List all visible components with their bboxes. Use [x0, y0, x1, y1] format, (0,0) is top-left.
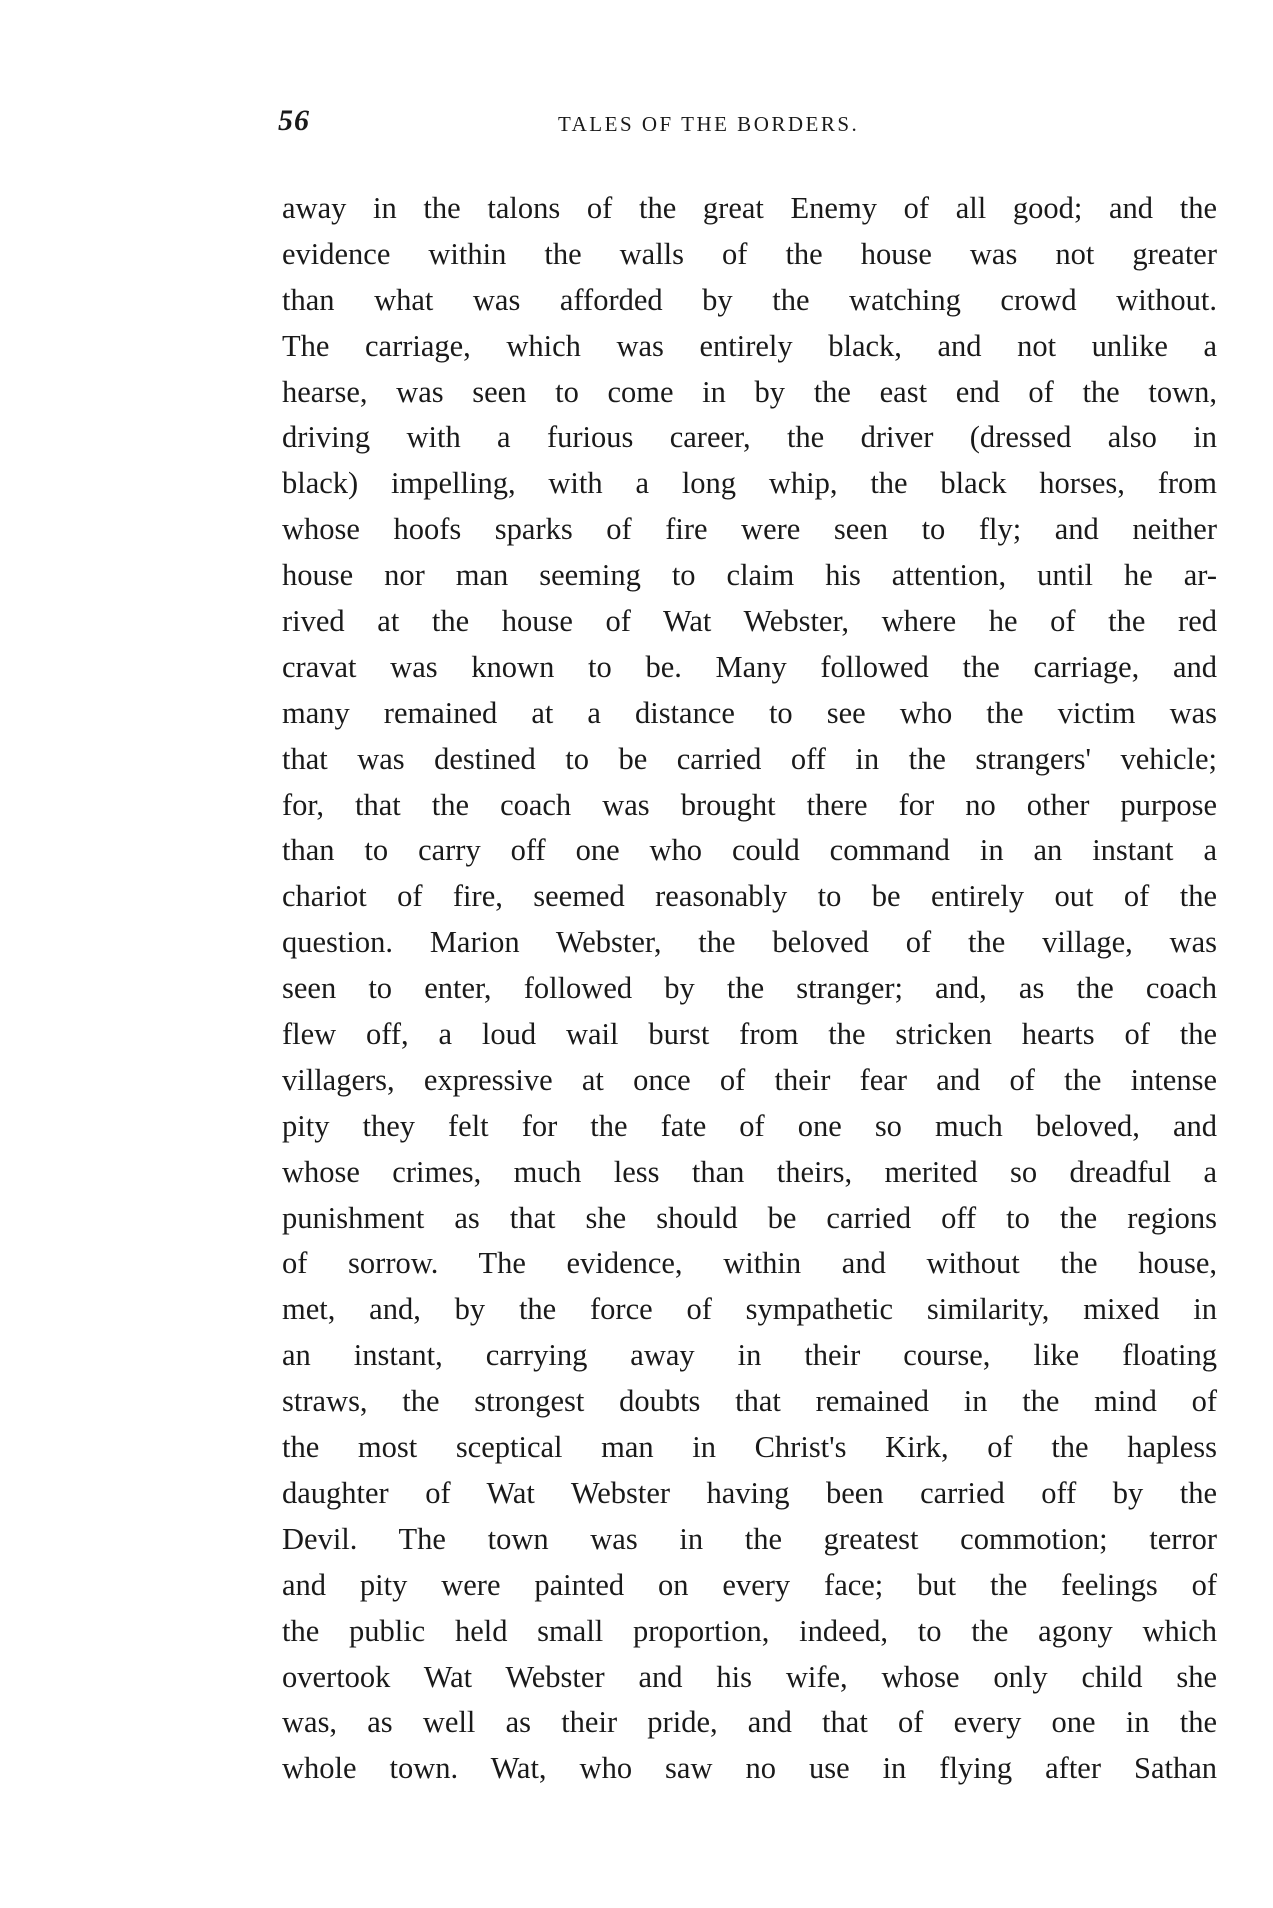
text-line: and pity were painted on every face; but the feelings of — [282, 1567, 1217, 1602]
text-line: evidence within the walls of the house was not greater — [282, 236, 1217, 271]
text-line: was, as well as their pride, and that of every one in the — [282, 1705, 1217, 1740]
text-line: the public held small proportion, indeed, to the agony which — [282, 1613, 1217, 1648]
text-line: daughter of Wat Webster having been carried off by the — [282, 1475, 1217, 1510]
text-line: question. Marion Webster, the beloved of the village, was — [282, 925, 1217, 960]
text-line: pity they felt for the fate of one so much beloved, and — [282, 1108, 1217, 1143]
text-line: many remained at a distance to see who the victim was — [282, 695, 1217, 730]
text-line: whose crimes, much less than theirs, merited so dreadful a — [282, 1154, 1217, 1189]
text-line: than to carry off one who could command in an instant a — [282, 833, 1217, 868]
text-line: house nor man seeming to claim his attention, until he ar- — [282, 558, 1217, 593]
text-line: whose hoofs sparks of fire were seen to fly; and neither — [282, 512, 1217, 547]
running-head — [278, 104, 1218, 144]
text-line: cravat was known to be. Many followed the carriage, and — [282, 649, 1217, 684]
text-line: an instant, carrying away in their course, like floating — [282, 1338, 1217, 1373]
text-line: met, and, by the force of sympathetic similarity, mixed in — [282, 1292, 1217, 1327]
text-line: rived at the house of Wat Webster, where he of the red — [282, 604, 1217, 639]
text-line: that was destined to be carried off in the strangers' vehicle; — [282, 741, 1217, 776]
text-line: villagers, expressive at once of their fear and of the intense — [282, 1062, 1217, 1097]
text-line: hearse, was seen to come in by the east end of the town, — [282, 374, 1217, 409]
running-title: TALES OF THE BORDERS. — [558, 112, 860, 136]
text-line: black) impelling, with a long whip, the black horses, from — [282, 466, 1217, 501]
text-line: for, that the coach was brought there for no other purpose — [282, 787, 1217, 822]
text-line: away in the talons of the great Enemy of all good; and the — [282, 191, 1217, 225]
text-line: flew off, a loud wail burst from the stricken hearts of the — [282, 1017, 1217, 1052]
text-line: seen to enter, followed by the stranger; and, as the coach — [282, 971, 1217, 1006]
text-line: Devil. The town was in the greatest commotion; terror — [282, 1521, 1217, 1556]
body-text — [282, 186, 1217, 1792]
text-line: the most sceptical man in Christ's Kirk, of the hapless — [282, 1430, 1217, 1465]
text-line: driving with a furious career, the driver (dressed also in — [282, 420, 1217, 455]
text-line: straws, the strongest doubts that remained in the mind of — [282, 1384, 1217, 1419]
text-line: than what was afforded by the watching crowd without. — [282, 282, 1217, 317]
text-line: The carriage, which was entirely black, and not unlike a — [282, 328, 1217, 363]
text-line: chariot of fire, seemed reasonably to be entirely out of the — [282, 879, 1217, 914]
page-number: 56 — [278, 104, 310, 137]
text-line: whole town. Wat, who saw no use in flying after Sathan — [282, 1751, 1217, 1786]
text-line: of sorrow. The evidence, within and without the house, — [282, 1246, 1217, 1281]
text-line: overtook Wat Webster and his wife, whose only child she — [282, 1659, 1217, 1694]
text-line: punishment as that she should be carried off to the regions — [282, 1200, 1217, 1235]
